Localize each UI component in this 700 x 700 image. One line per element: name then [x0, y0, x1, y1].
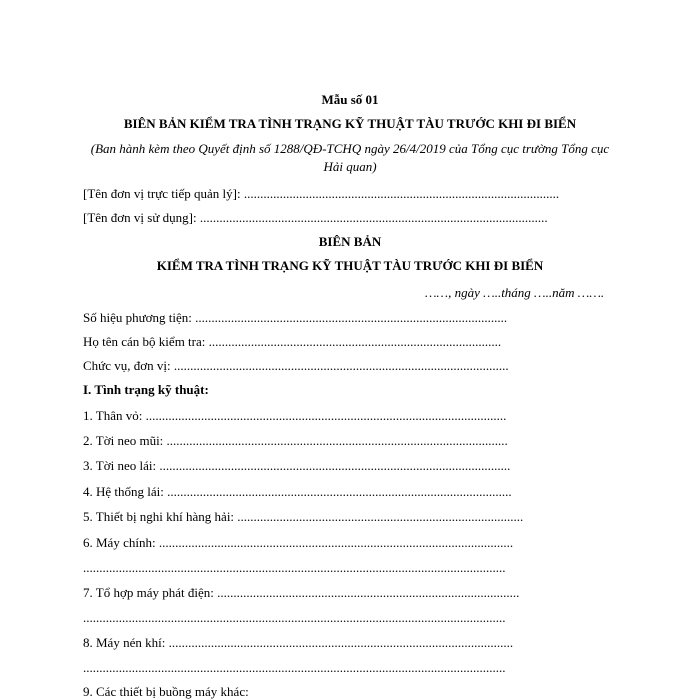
issued-by-note: (Ban hành kèm theo Quyết định số 1288/QĐ-TCHQ ngày 26/4/2019 của Tổng cục trường Tổng cục Hải quan) [90, 141, 610, 174]
item-air-compressor-continued: .................................................................................................................................. [83, 660, 506, 675]
using-unit-field: [Tên đơn vị sử dụng]: ........................................................................................................... [83, 210, 548, 225]
form-title: BIÊN BẢN KIỂM TRA TÌNH TRẠNG KỸ THUẬT TÀU TRƯỚC KHI ĐI BIỂN [123, 116, 577, 131]
section-title: I. Tình trạng kỹ thuật: [83, 382, 209, 397]
item-air-compressor: 8. Máy nén khí: .......................................................................................................... [83, 635, 514, 650]
item-main-engine: 6. Máy chính: ............................................................................................................. [83, 535, 514, 550]
inspector-name-field: Họ tên cán bộ kiểm tra: .......................................................................................... [83, 334, 502, 349]
item-steering-system: 4. Hệ thống lái: .......................................................................................................... [83, 484, 512, 499]
record-heading: BIÊN BẢN [318, 234, 382, 249]
managing-unit-field: [Tên đơn vị trực tiếp quản lý]: ................................................................................................. [83, 186, 560, 201]
form-number: Mẫu số 01 [321, 92, 379, 107]
item-main-engine-continued: .................................................................................................................................. [83, 560, 506, 575]
item-generator-set: 7. Tổ hợp máy phát điện: ............................................................................................. [83, 585, 520, 600]
item-bow-windlass: 2. Tời neo mũi: ......................................................................................................... [83, 433, 508, 448]
vehicle-number-field: Số hiệu phương tiện: ................................................................................................ [83, 310, 508, 325]
item-other-engine-room-equipment: 9. Các thiết bị buồng máy khác: [83, 684, 249, 699]
item-hull: 1. Thân vỏ: ............................................................................................................... [83, 408, 507, 423]
item-generator-set-continued: .................................................................................................................................. [83, 610, 506, 625]
position-unit-field: Chức vụ, đơn vị: ....................................................................................................... [83, 358, 509, 373]
record-subheading: KIỂM TRA TÌNH TRẠNG KỸ THUẬT TÀU TRƯỚC KHI ĐI BIỂN [156, 258, 544, 273]
date-line: ……, ngày …..tháng …..năm ……. [425, 285, 605, 300]
item-stern-windlass: 3. Tời neo lái: ............................................................................................................ [83, 458, 511, 473]
item-navigation-equipment: 5. Thiết bị nghi khí hàng hải: ........................................................................................ [83, 509, 524, 524]
